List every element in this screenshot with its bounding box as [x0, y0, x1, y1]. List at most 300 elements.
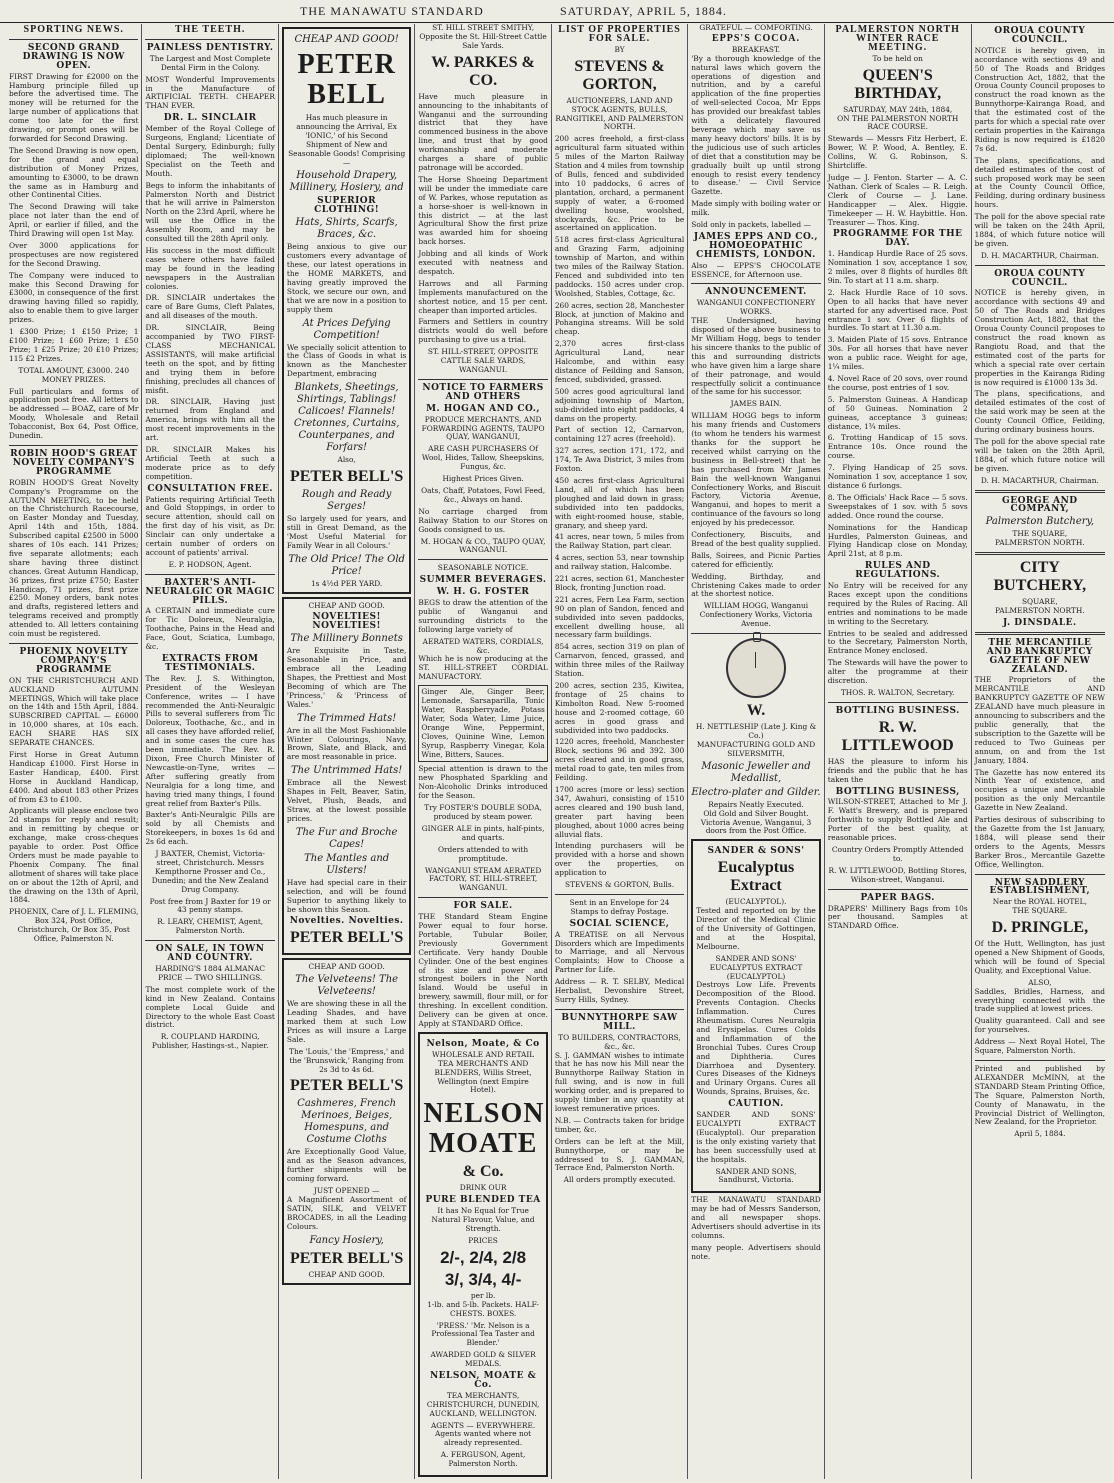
sander-ad — [691, 839, 820, 1193]
paragraph: Address — Next Royal Hotel, The Square, Palmerston North. — [974, 1037, 1105, 1056]
race-date: SATURDAY, MAY 24th, 1884, — [843, 104, 953, 114]
divider — [418, 897, 547, 898]
queens-birthday-title: QUEEN'S BIRTHDAY, — [854, 66, 942, 102]
listing: 450 acres first-class Agricultural Land, all of which has been ploughed and laid down in grass; subdivided into ten paddocks, with eight-roomed house, stable, granary, and sheep yard. — [554, 475, 685, 530]
caution-heading: CAUTION. — [728, 1099, 784, 1110]
subheading: THE SQUARE. — [1012, 906, 1068, 916]
paragraph: We specially solicit attention to the Class of Goods in what is known as the Manchester Department, embracing — [286, 342, 407, 379]
subheading: Electro-plater and Gilder. — [691, 786, 821, 798]
divider — [828, 702, 968, 703]
divider — [555, 894, 684, 895]
peter-bells-title: PETER BELL'S — [289, 468, 404, 486]
paragraph: ON THE PALMERSTON NORTH RACE COURSE. — [837, 113, 959, 132]
paragraph: Tested and reported on by the Director of the Medical Clinic of the University of Gottingen, and at the Hospital, Melbourne. — [696, 906, 816, 951]
divider — [418, 379, 547, 380]
nelson-moate-title: NELSON MOATE — [423, 1098, 545, 1160]
nelson-title-small: NELSON, MOATE & Co. — [429, 1371, 537, 1390]
masthead — [0, 0, 1114, 23]
paragraph: The most complete work of the kind in New Zealand. Contains complete Local Guide and Directory to the whole East Coast district. — [145, 984, 275, 1030]
paragraph: Highest Prices Given. — [442, 474, 524, 484]
prices-row: 3/, 3/4, 4/- — [444, 1269, 522, 1289]
paragraph: HAS the pleasure to inform his friends and the public that he has taken the — [827, 756, 968, 784]
paragraph: THE Undersigned, having disposed of the above business to Mr William Hogg, begs to tender his sincere thanks to the public of this and surrounding districts who have given him a large share of their patronage, and would respectfully solicit a continuance of the same for his successor. — [691, 316, 821, 397]
listing: 200 acres, section 235, Kiwitea, frontage of 25 chains to Kimbolton Road. New 5-roomed house and 2-roomed cottage, 60 acres in good grass and subdivided into two paddocks. — [554, 681, 685, 735]
subheading: THE SQUARE, — [1012, 529, 1068, 539]
company-suffix: & Co. — [462, 1163, 504, 1181]
goods-list: Hats, Shirts, Scarfs, Braces, &c. — [295, 217, 398, 241]
properties-heading: LIST OF PROPERTIES FOR SALE. — [558, 24, 681, 44]
paragraph: Have much pleasure in announcing to the inhabitants of Wanganui and the surrounding district that they have commenced business in the above line, and trust that by good workmanship and moderate charges a share of public patronage will be accorded. — [418, 91, 548, 172]
paragraph: BEGS to draw the attention of the public of Wanganui and surrounding districts to the following large variety of — [418, 598, 548, 634]
address: Victoria Avenue, Wanganui, 3 doors from the Post Office. — [700, 817, 812, 836]
peter-bell-ad — [282, 27, 411, 594]
smithy-header: ST. HILL STREET SMITHY, Opposite the St. Hill-Street Cattle Sale Yards. — [419, 24, 547, 50]
paragraph: Full particulars and forms of application post free. All letters to be addressed — BOAZ, care of Mr Moody, Wholesale and Retail Tobacconist, Box 64, Post Office, Dunedin. — [9, 386, 139, 441]
listing: Part of section 12, Carnarvon, containing 127 acres (freehold). — [554, 425, 685, 444]
signature: D. H. MACARTHUR, Chairman. — [980, 250, 1099, 260]
subheading: WANGANUI CONFECTIONERY WORKS. — [696, 298, 816, 317]
paragraph: Nominations for the Handicap Hurdles, Palmerston Guineas, and Flying Handicap close on Monday, April 21st, at 8 p.m. — [827, 522, 968, 559]
race-item: 4. Novel Race of 20 sovs, over round the course, post entries of 1 sov. — [827, 374, 968, 392]
george-heading: GEORGE AND COMPANY, — [1002, 495, 1078, 515]
sporting-news-heading: SPORTING NEWS. — [23, 24, 124, 35]
slogan: At Prices Defying Competition! — [302, 317, 391, 341]
paragraph: SANDER AND SONS' EUCALYPTI EXTRACT (Eucalyptol). Our preparation is the only existing variety that has been successfully used at the hospitals. — [696, 1110, 816, 1164]
paragraph: MOST Wonderful Improvements in the Manufacture of ARTIFICIAL TEETH. CHEAPER THAN EVER. — [145, 74, 275, 111]
divider — [145, 574, 274, 575]
paragraph: Oats, Chaff, Potatoes, Fowl Feed, &c., Always on hand. — [421, 485, 546, 504]
subheading: SQUARE, — [1021, 597, 1058, 607]
paragraph: J BAXTER, Chemist, Victoria-street, Christchurch. Messrs Kempthorne Prosser and Co., Dunedin; and the New Zealand Drug Company. — [151, 849, 269, 894]
per-lb-label: per lb. — [470, 1290, 496, 1300]
race-meeting-heading: PALMERSTON NORTH WINTER RACE MEETING. — [835, 24, 960, 53]
subheading: PALMERSTON NORTH. — [995, 606, 1085, 616]
hogan-title: M. HOGAN AND CO., — [426, 403, 541, 414]
paragraph: A Magnificent Assortment of SATIN, SILK, and VELVET BROCADES, in all the Leading Colours. — [286, 1195, 407, 1231]
subheading: ALSO, — [1028, 977, 1052, 987]
paragraph: It has No Equal for True Natural Flavour, Value, and Strength. — [431, 1206, 535, 1233]
paragraph: A TREATISE on all Nervous Disorders which are Impediments to Marriage, and all Nervous Complaints; How to Choose a Partner for Life. — [554, 929, 685, 975]
prices-label: PRICES — [468, 1235, 498, 1245]
subheading: The Millinery Bonnets — [290, 633, 403, 645]
cheap-good-tag: CHEAP AND GOOD. — [308, 962, 385, 972]
paragraph: Special attention is drawn to the new Phosphated Sparkling and Non-Alcoholic Drinks introduced for the Season. — [418, 764, 548, 801]
paper-bags-heading: PAPER BAGS. — [860, 892, 935, 903]
subheading: Repairs Neatly Executed. — [708, 799, 804, 809]
paragraph: DR. SINCLAIR, Having just returned from England and America, brings with him all the most recent improvements in the art. — [145, 397, 275, 443]
listing: 2,370 acres first-class Agricultural Land, near Halcombe, and within easy distance of Feilding and Sanson, fenced, subdivided, grassed. — [554, 339, 685, 384]
paragraph: Sold only in packets, labelled — — [691, 220, 811, 230]
paragraph: Are Exquisite in Taste, Seasonable in Price, and embrace all the Leading Shapes, the Prettiest and Most Becoming of which are The 'Princess,' & 'Princess of Wales.' — [286, 646, 407, 709]
paragraph: Baxter's Anti-Neuralgic Pills are sold by all Chemists and Storekeepers, in boxes 1s 6d and 2s 6d each. — [145, 810, 275, 847]
gazette-heading: THE MERCANTILE AND BANKRUPTCY GAZETTE OF NEW ZEALAND. — [986, 637, 1093, 675]
page-columns — [6, 24, 1108, 1479]
signature: R. W. LITTLEWOOD, Bottling Stores, Wilson-street, Wanganui. — [828, 865, 967, 884]
divider — [555, 1009, 684, 1010]
slogan: The Old Price! The Old Price! — [288, 553, 405, 577]
subheading: The Trimmed Hats! — [297, 712, 397, 724]
paragraph: Made simply with boiling water or milk. — [691, 199, 821, 218]
drinks-list: Ginger Ale, Ginger Beer, Lemonade, Sarsaparilla, Tonic Water, Raspberryade, Potass Water, Soda Water, Lime Juice, Orange Wine, Peppermint, Cloves, Quinine Wine, Lemon Syrup, Raspberry Vinegar, Kola Wine, Bitters, Sauces. — [418, 685, 547, 762]
column-6 — [688, 24, 824, 1479]
subheading: (EUCALYPTOL). — [725, 897, 787, 907]
rules-heading: RULES AND REGULATIONS. — [855, 561, 941, 581]
subheading: Masonic Jeweller and Medallist, — [701, 760, 811, 784]
goods-list: Blankets, Sheetings, Shirtings, Tablings! Calicoes! Flannels! Cretonnes, Curtains, Counterpanes, and Forfars! — [293, 382, 400, 454]
pocket-watch-icon — [726, 638, 786, 698]
subheading: Palmerston Butchery, — [985, 516, 1095, 528]
signature: SANDER AND SONS, Sandhurst, Victoria. — [715, 1166, 797, 1185]
paragraph: DR. SINCLAIR, Being accompanied by TWO FIRST-CLASS MECHANICAL ASSISTANTS, will make artificial teeth on the spot, and by fitting and trying them in before finishing, precludes all chances of misfit. — [145, 323, 275, 395]
race-item: 2. Hack Hurdle Race of 10 sovs. Open to all hacks that have never started for any advertised race. Post entrance 1 sov. Over 6 flights of hurdles. To start at 11.30 a.m. — [827, 287, 968, 333]
signature: WANGANUI STEAM AERATED FACTORY, ST. HILL-STREET, WANGANUI. — [424, 865, 542, 893]
prize-list: 1 £300 Prize; 1 £150 Prize; 1 £100 Prize; 1 £60 Prize; 1 £50 Prize; 1 £25 Prize; 20 £10 Prizes; 115 £2 Prizes. — [9, 327, 139, 363]
epps-cocoa-heading: EPPS'S COCOA. — [711, 32, 800, 44]
column-7 — [825, 24, 972, 1479]
subheading: AWARDED GOLD & SILVER MEDALS. — [430, 1350, 536, 1369]
paragraph: Agents wanted where not already represented. — [435, 1429, 532, 1448]
paragraph: Member of the Royal College of Surgeons, England; Licentiate of Dental Surgery, Edinburgh; fully diplomaed; The well-known Specialist on the Teeth and Mouth. — [145, 124, 275, 178]
listing: 1700 acres (more or less) section 347, Awahuri, consisting of 1510 acres cleared and 190 bush land, greater part having been ploughed, about 1000 acres being alluvial flats. — [554, 784, 685, 839]
divider — [975, 552, 1105, 555]
paragraph: Wedding, Birthday, and Christening Cakes made to order at the shortest notice. — [691, 571, 821, 599]
paragraph: WILSON-STREET, Attached to Mr J. F. Watt's Brewery, and is prepared forthwith to supply Bottled Ale and Porter of the best quality, at reasonable prices. — [827, 797, 968, 843]
bottling-heading: BOTTLING BUSINESS. — [835, 705, 960, 716]
paragraph: No carriage charged from Railway Station to our Stores on Goods consigned to us. — [418, 506, 548, 534]
paragraph: THE Proprietors of the MERCANTILE AND BANKRUPTCY GAZETTE OF NEW ZEALAND have much pleasure in announcing to subscribers and the public generally, that the subscription to the Gazette will be reduced to Two Guineas per annum, on and from the 1st January, 1884. — [974, 675, 1105, 765]
signature: R. LEARY, CHEMIST, Agent, Palmerston North. — [157, 917, 264, 936]
announcement-heading: ANNOUNCEMENT. — [705, 287, 807, 298]
goods-list: Household Drapery, Millinery, Hosiery, and — [289, 170, 404, 194]
for-sale-heading: FOR SALE. — [453, 901, 513, 912]
paragraph: Stewards — Messrs Fitz Herbert, E. Bower, W. P. Wood, A. Bentley, E. Collins, W. G. Robinson, S. Shirtcliffe. — [827, 134, 968, 171]
notice-heading: NOTICE TO FARMERS AND OTHERS — [422, 382, 544, 402]
paragraph: WHOLESALE AND RETAIL TEA MERCHANTS AND BLENDERS, Willis Street, Wellington (next Empire Hotel). — [431, 1049, 535, 1095]
social-science-heading: SOCIAL SCIENCE, — [569, 918, 670, 929]
subheading: SANDER AND SONS' EUCALYPTUS EXTRACT (EUCALYPTOL) — [709, 953, 803, 981]
race-item: 3. Maiden Plate of 15 sovs. Entrance 30s. For all horses that have never won a public race. Weight for age, 1¼ miles. — [827, 335, 968, 372]
doctor-name: DR. L. SINCLAIR — [163, 113, 257, 124]
paragraph: No Entry will be received for any Races except upon the conditions required by the Rules of Racing. All entries and nominations to be made in writing to the Secretary. — [827, 581, 968, 626]
column-3 — [279, 24, 415, 1479]
peter-bells-title: PETER BELL'S — [289, 1077, 404, 1095]
paragraph: We are showing these in all the Leading Shades, and have marked them at such Low Prices as will insure a Large Sale. — [286, 999, 407, 1044]
paragraph: S. J. GAMMAN wishes to intimate that he has now his Mill near the Bunnythorpe Railway Station in full swing, and is now in full working order, and is prepared to supply timber in any quantity at lowest remunerative prices. — [554, 1050, 685, 1113]
signature: D. H. MACARTHUR, Chairman. — [980, 475, 1099, 485]
testimonials-heading: EXTRACTS FROM TESTIMONIALS. — [161, 654, 259, 673]
listing: 854 acres, section 319 on plan of Carnarvon, fenced, grassed, and within three miles of the Railway Station. — [554, 642, 685, 679]
divider — [975, 1060, 1105, 1061]
race-item: 7. Flying Handicap of 25 sovs. Nomination 1 sov, acceptance 1 sov, distance 6 furlongs. — [827, 463, 968, 490]
by-label: BY — [614, 44, 625, 54]
subheading: AERATED WATERS, CORDIALS, &c. — [422, 636, 544, 655]
paragraph: WILLIAM HOGG begs to inform his many friends and Customers (to whom he tenders his warmest thanks for the support he received whilst carrying on the business in Bell-street) that he has purchased from Mr James Bain the well-known Wanganui Confectionery Works, and Biscuit Factory, Victoria Avenue, Wanganui, and hopes to merit a continuance of the favours so long enjoyed by his predecessor. — [691, 411, 821, 528]
paragraph: THE Standard Steam Engine Power equal to four horse. Portable, Tubular Boiler, Previously Government Certificate. Very handy Double Cylinder. One of the best engines of its size and power and strongest boilers in the North Island. Would be useful in brewery, sawmill, flour mill, or for threshing. In excellent condition. Delivery can be given at once. Apply at STANDARD Office. — [418, 912, 548, 1028]
divider — [975, 632, 1105, 635]
divider — [145, 940, 274, 941]
paragraph: ARE CASH PURCHASERS Of Wool, Hides, Tallow, Sheepskins, Fungus, &c. — [421, 444, 545, 472]
dentistry-heading: PAINLESS DENTISTRY. — [146, 42, 274, 53]
cheap-good-tag: CHEAP AND GOOD! — [294, 34, 399, 45]
listing: 260 acres, section 28, Manchester Block, at junction of Makino and Pohangina streams. Will be sold cheap. — [554, 300, 685, 337]
listing: 221 acres, Fern Lea Farm, section 90 on plan of Sandon, fenced and subdivided into seven paddocks, excellent dwelling house, all necessary farm buildings. — [554, 594, 685, 640]
paragraph: The poll for the above special rate will be taken on the 24th April, 1884, of which future notice will be given. — [974, 212, 1105, 248]
issue-date: SATURDAY, APRIL 5, 1884. — [560, 4, 727, 18]
almanac-title: HARDING'S 1884 ALMANAC PRICE — TWO SHILLINGS. — [155, 964, 266, 982]
paragraph: Of the Hutt, Wellington, has just opened a New Shipment of Goods, which will be found of Special Quality, and Exceptional Value. — [974, 939, 1105, 975]
divider — [691, 283, 820, 284]
subheading: GRATEFUL — COMFORTING. — [699, 24, 813, 32]
paragraph: First Horse in Great Autumn Handicap £1000. First Horse in Easter Handicap, £400. First Horse in Auckland Handicap, £400. And about 183 other Prizes of from £3 to £100. — [9, 749, 139, 804]
signature: E. P. HODSON, Agent. — [168, 559, 252, 569]
subheading: Fancy Hosiery, — [309, 1234, 384, 1246]
subheading: JUST OPENED — — [313, 1186, 380, 1196]
sander-heading: SANDER & SONS' — [707, 846, 805, 857]
paragraph: The Rev. J. S. Withington, President of the Wesleyan Conference, writes — I have recommended the Anti-Neuralgic Pills to several sufferers from Tic Doloreux, Toothache, &c., and in all cases they have afforded relief, and in some cases the cure has been immediate. The Rev. R. Dixon, Free Church Minister of Newcastle-on-Tyne, writes — After suffering greatly from Neuralgia for a long time, and having tried many things, I found great relief from Baxter's Pills. — [145, 673, 275, 808]
divider — [975, 265, 1105, 266]
council-heading: OROUA COUNTY COUNCIL. — [994, 26, 1086, 45]
paragraph: ON THE CHRISTCHURCH AND AUCKLAND AUTUMN MEETINGS, Which will take place on the 14th and 15th April, 1884. SUBSCRIBED CAPITAL — £6000 in 10,000 shares, at 10s each. EACH SHARE HAS SIX SEPARATE CHANCES. — [9, 675, 139, 748]
listing: 500 acres good agricultural land adjoining township of Marton, sub-divided into eight paddocks, 4 dams on the property. — [554, 386, 685, 423]
paragraph: Intending purchasers will be provided with a horse and shown over the properties, on application to — [554, 841, 685, 878]
paragraph: Farmers and Settlers in country districts would do well before purchasing to give us a trial. — [418, 317, 548, 345]
paragraph: Harrows and all Farming Implements manufactured on the shortest notice, and 15 per cent. cheaper than imported articles. — [418, 278, 548, 315]
paragraph: Try FOSTER'S DOUBLE SODA, produced by steam power. — [424, 803, 542, 821]
peter-bell-novelties-ad — [282, 597, 411, 956]
robin-hood-heading: ROBIN HOOD'S GREAT NOVELTY COMPANY'S PROGRAMME — [10, 448, 138, 477]
peter-bells-title: PETER BELL'S — [289, 1249, 404, 1267]
paragraph: Post free from J Baxter for 19 or 43 penny stamps. — [149, 896, 271, 915]
paragraph: Balls, Soirees, and Picnic Parties catered for efficiently. — [691, 550, 821, 569]
paragraph: Orders can be left at the Mill, Bunnythorpe, or may be addressed to S. J. GAMMAN, Terrace End, Palmerston North. — [554, 1136, 685, 1173]
newspaper-title: THE MANAWATU STANDARD — [300, 4, 484, 18]
paragraph: Judge — J. Fenton. Starter — A. C. Nathan. Clerk of Scales — R. Leigh. Clerk of Course — J. Lane. Handicapper — Alex. Higgie. Timekeeper — H. W. Haybittle. Hon. Treasurer — Thos. King. — [827, 172, 968, 227]
paragraph: DR. SINCLAIR undertakes the care of Bare Gums, Cleft Palates, and all diseases of the mouth. — [145, 293, 275, 321]
subheading: PALMERSTON NORTH. — [995, 538, 1085, 548]
parkes-title: W. PARKES & CO. — [431, 53, 535, 89]
listing: 41 acres, near town, 5 miles from the Railway Station, part clear. — [554, 532, 685, 551]
signature: A. FERGUSON, Agent, Palmerston North. — [440, 1450, 526, 1469]
paragraph: Has much pleasure in announcing the Arrival, Ex 'IONIC,' of his Second Shipment of New and Seasonable Goods! Comprising — — [288, 113, 406, 167]
pure-tea-heading: PURE BLENDED TEA — [425, 1195, 541, 1206]
column-1 — [6, 24, 142, 1479]
paragraph: Which he is now producing at the ST. HILL-STREET CORDIAL MANUFACTORY. — [418, 654, 548, 682]
paragraph: ROBIN HOOD'S Great Novelty Company's Programme on the AUTUMN MEETING, to be held on the Christchurch Racecourse, on Easter Monday and Tuesday, April 14th and 15th, 1884. Subscribed capital £2500 in 5000 shares of 10s each. 141 Prizes; five separate allotments; each share having three distinct chances. Great Autumn Handicap, 36 prizes, first prize £750; Easter Handicap, 71 prizes, first prize £250. Money orders, bank notes and drafts, registered letters and telegrams received and promptly attended to. All letters containing coin must be registered. — [9, 477, 139, 639]
teeth-heading: THE TEETH. — [174, 24, 246, 35]
paragraph: Sent in an Envelope for 24 Stamps to defray Postage. — [569, 897, 670, 916]
signature: R. COUPLAND HARDING, Publisher, Hastings-st., Napier. — [151, 1032, 269, 1051]
paragraph: TEA MERCHANTS, CHRISTCHURCH, DUNEDIN, AUCKLAND, WELLINGTON. — [426, 1390, 540, 1418]
divider — [9, 643, 138, 644]
divider — [975, 490, 1105, 493]
race-item: 1. Handicap Hurdle Race of 25 sovs. Nomination 1 sov, acceptance 1 sov, 2 miles, over 8 flights of hurdles 8ft 9in. To start at 11 a.m. sharp. — [827, 249, 968, 285]
paragraph: The Horse Shoeing Department will be under the immediate care of W. Parkes, whose reputation as a horse-shoer is well-known in this district — at the last Agricultural Show the first prize was awarded him for shoeing back horses. — [418, 174, 548, 247]
signature: STEVENS & GORTON, Bulls. — [565, 880, 675, 890]
novelties-heading: NOVELTIES! NOVELTIES! — [312, 612, 381, 632]
race-item: 6. Trotting Handicap of 15 sovs. Entrance 10s. Once round the course. — [827, 433, 968, 461]
subheading: Cashmeres, French Merinoes, Beiges, Homespuns, and Costume Cloths — [297, 1098, 397, 1146]
sawmill-heading: BUNNYTHORPE SAW MILL. — [561, 1012, 678, 1032]
paragraph: Embrace all the Newest Shapes in Felt, Beaver, Satin, Velvet, Plush, Beads, and Straw, at the lowest possible prices. — [286, 778, 407, 823]
paragraph: All orders promptly executed. — [563, 1175, 676, 1185]
serges-heading: Rough and Ready Serges! — [301, 489, 392, 513]
subheading: TO BUILDERS, CONTRACTORS, &c., &c. — [558, 1032, 681, 1051]
paragraph: 'PRESS.' 'Mr. Nelson is a Professional Tea Taster and Blender.' — [431, 1320, 535, 1348]
listing: 327 acres, section 171, 172, and 174, Te Awa District, 3 miles from Foxton. — [554, 446, 685, 474]
paragraph: NOTICE is hereby given, in accordance with sections 49 and 50 of The Roads and Bridges Construction Act, 1882, that the Oroua County Council proposes to construct the road known as Rangiotu Road, and that the estimated cost of the parts for which a special rate over certain properties in the Kairanga Riding is now required is £1000 13s 3d. — [974, 288, 1105, 387]
paragraph: The Second Drawing will take place not later than the end of April, or earlier if filled, and the Third Drawing will open 1st May. — [9, 202, 139, 239]
listing: 1220 acres, freehold, Manchester Block, sections 96 and 392. 300 acres cleared and in good grass, metal road to gate, ten miles from Feilding. — [554, 737, 685, 783]
paragraph: 'By a thorough knowledge of the natural laws which govern the operations of digestion and nutrition, and by a careful application of the fine properties of well-selected Cocoa, Mr Epps has provided our breakfast tables with a delicately flavoured beverage which may save us many heavy doctors' bills. It is by the judicious use of such articles of diet that a constitution may be gradually built up until strong enough to resist every tendency to disease.' — Civil Service Gazette. — [691, 53, 821, 197]
subheading: MANUFACTURING GOLD AND SILVERSMITH, — [696, 739, 816, 758]
signature: THOS. R. WALTON, Secretary. — [840, 688, 955, 697]
eucalyptus-title: Eucalyptus Extract — [717, 859, 795, 895]
imprint-date: April 5, 1884. — [1014, 1129, 1066, 1139]
paragraph: Over 3000 applications for prospectuses are now registered for the Second Drawing. — [9, 240, 139, 268]
stevens-gorton-title: STEVENS & GORTON, — [574, 57, 665, 93]
price: 1s 4½d PER YARD. — [310, 578, 383, 588]
paragraph: THE MANAWATU STANDARD may be had of Messrs Sanderson, and all newspaper shops. Advertisers should advertise in its columns. — [691, 1195, 821, 1240]
paragraph: Being anxious to give our customers every advantage of these, our latest operations in the HOME MARKETS, and having greatly improved the Stock, we secure our own, and that we are now in a position to supply them — [286, 242, 407, 314]
subheading: H. NETTLESHIP (Late J. King & Co.) — [695, 722, 817, 740]
novelties-heading: Novelties. Novelties. — [289, 916, 404, 927]
paragraph: Also — EPPS'S CHOCOLATE ESSENCE, for Afternoon use. — [691, 260, 821, 279]
clothing-heading: SUPERIOR CLOTHING! — [314, 196, 380, 216]
paragraph: FIRST Drawing for £2000 on the Hamburg principle filled up before the advertised time. The money will be returned for the large number of applications that come too late for the first drawing, or prompt ones will be forwarded for Second Drawing. — [9, 71, 139, 143]
paragraph: The plans, specifications, and detailed estimates of the cost of such proposed work may be seen at the County Council Office, Feilding, during ordinary business hours. — [974, 155, 1105, 210]
listing: 221 acres, section 61, Manchester Block, fronting Junction road. — [554, 574, 685, 592]
nettleship-initial: W. — [746, 702, 766, 720]
subheading: BREAKFAST. — [731, 44, 781, 54]
subheading: The Velveteens! The Velveteens! — [295, 974, 399, 998]
paragraph: The 'Louis,' the 'Empress,' and the 'Brunswick,' Ranging from 2s 3d to 4s 6d. — [289, 1046, 405, 1074]
divider — [418, 559, 547, 560]
paragraph: Parties desirous of subscribing to the Gazette from the 1st January, 1884, will please send their orders to the Agents, Messrs Barker Bros., Mercantile Gazette Office, Wellington. — [974, 815, 1105, 869]
paragraph: Quality guaranteed. Call and see for yourselves. — [974, 1016, 1105, 1035]
summer-heading: SUMMER BEVERAGES. — [419, 575, 547, 586]
paragraph: Orders attended to with promptitude. — [437, 844, 529, 863]
subheading: The Mantles and Ulsters! — [304, 852, 390, 876]
divider — [9, 445, 138, 446]
almanac-heading: ON SALE, IN TOWN AND COUNTRY. — [155, 944, 265, 964]
paragraph: 1-lb. and 5-lb. Packets. HALF-CHESTS. BOXES. — [427, 1299, 539, 1318]
race-item: 8. The Officials' Hack Race — 5 sovs. Sweepstakes of 1 sov. with 5 sovs added. Once round the course. — [827, 492, 968, 520]
cheap-good-tag: CHEAP AND GOOD. — [308, 1269, 385, 1279]
paragraph: The plans, specifications, and detailed estimates of the cost of the said work may be seen at the County Council Office, Feilding, during ordinary business hours. — [974, 389, 1105, 435]
also-label: Also, — [337, 455, 356, 465]
divider — [975, 874, 1105, 875]
paragraph: Country Orders Promptly Attended to. — [831, 844, 964, 863]
listing: 518 acres first-class Agricultural and Grazing Farm, adjoining township of Marton, and within two miles of the Railway Station. Fenced and subdivided into ten paddocks. 150 acres under crop. Woolshed, Stables, Cottage, &c. — [554, 235, 685, 298]
paragraph: many people. Advertisers should note. — [691, 1242, 821, 1261]
cures-list: Destroys Low Life. Prevents Decomposition of the Blood. Prevents Contagion. Checks Inflammation. Cures Rheumatism. Cures Neuralgia and Erysipelas. Cures Colds and Inflammation of the Bronchial Tubes. Cures Croup and Diphtheria. Cures Diarrhoea and Dysentery. Cures Diseases of the Kidneys and Urinary Organs. Cures all Wounds, Sprains, Bruises, &c. — [696, 980, 816, 1097]
paragraph: GINGER ALE in pints, half-pints, and quarts. — [421, 823, 545, 842]
paragraph: The Gazette has now entered its Ninth Year of existence, and occupies a unique and valuable position as the only Mercantile Gazette in New Zealand. — [974, 767, 1105, 813]
race-item: 5. Palmerston Guineas. A Handicap of 50 Guineas. Nomination 2 guineas, acceptance 3 guineas; distance, 1¾ miles. — [827, 394, 968, 431]
paragraph: NOTICE is hereby given, in accordance with sections 49 and 50 of The Roads and Bridges Construction Act, 1882, that the Oroua County Council proposes to construct the road known as the Bunnythorpe-Kairanga Road, and that the estimated cost of the parts for which a special rate over certain properties in the Kairanga Riding is now required is £1820 7s 6d. — [974, 45, 1105, 153]
epps-maker: JAMES EPPS AND CO., HOMOEOPATHIC CHEMISTS, LONDON. — [693, 231, 819, 260]
city-butchery-title: CITY BUTCHERY, — [993, 559, 1087, 595]
subheading: BOTTLING BUSINESS, — [835, 786, 960, 797]
paragraph: DR. SINCLAIR Makes his Artificial Teeth at such a moderate price as to defy competition. — [145, 444, 275, 481]
subheading: To be held on — [872, 53, 923, 63]
consultation-heading: CONSULTATION FREE. — [147, 483, 274, 494]
saddlery-heading: NEW SADDLERY ESTABLISHMENT, — [989, 877, 1091, 897]
column-8 — [972, 24, 1108, 1479]
subheading: SEASONABLE NOTICE. — [437, 563, 529, 573]
paragraph: The Largest and Most Complete Dental Firm in the Colony. — [149, 53, 271, 72]
paragraph: The Stewards will have the power to alter the programme at their discretion. — [827, 658, 968, 686]
paragraph: The Second Drawing is now open, for the grand and equal distribution of Money Prizes, amounting to £3000, to be drawn the same as in Hamburg and other Continental Cities. — [9, 145, 139, 200]
signature: PHOENIX, Care of J. L. FLEMING, Box 324, Post Office, Christchurch, Or Box 35, Post Office, Palmerston N. — [9, 907, 139, 944]
subheading: Old Gold and Silver Bought. — [703, 808, 809, 818]
nelson-heading: Nelson, Moate, & Co — [426, 1038, 540, 1049]
paragraph: Patients requiring Artificial Teeth and Gold Stoppings, in order to secure attention, should call on the first day of his visit, as Dr. Sinclair can only undertake a certain number of orders on account of patients' arrival. — [145, 494, 275, 557]
nelson-moate-ad — [418, 1032, 547, 1477]
subheading: The Untrimmed Hats! — [290, 765, 403, 777]
paragraph: Entries to be sealed and addressed to the Secretary, Palmerston North, Entrance Money enclosed. — [827, 628, 968, 656]
paragraph: Confectionery, Biscuits, and Bread of the best quality supplied. — [691, 530, 821, 548]
subheading: AGENTS — EVERYWHERE. — [430, 1420, 536, 1430]
paragraph: Begs to inform the inhabitants of Palmerston North and District that he will arrive in Palmerston North on the 23rd April, where he will use the Office in the Assembly Room, and may be consulted till the 28th April only. — [145, 180, 275, 244]
subheading: The Fur and Broche Capes! — [295, 826, 398, 850]
paragraph: So largely used for years, and still in Great Demand, as the 'Most Useful Material for Family Wear in all Colours.' — [286, 514, 407, 550]
paragraph: Address — R. T. SELBY, Medical Herbalist, Devonshire Street, Surry Hills, Sydney. — [554, 977, 685, 1004]
paragraph: PRODUCE MERCHANTS, AND FORWARDING AGENTS, TAUPO QUAY, WANGANUI, — [421, 414, 545, 442]
signature: JAMES BAIN. — [730, 399, 782, 409]
drink-label: DRINK OUR — [459, 1183, 507, 1193]
paragraph: Applicants will please enclose two 2d stamps for reply and result; and in remitting by cheque or exchange, make cross-cheques payable to order. Post Office Orders must be made payable to Phoenix Company. The final allotment of shares will take place on or about the 12th of April, and the drawing on the 13th of April, 1884. — [9, 806, 139, 905]
peter-bell-velveteens-ad — [282, 958, 411, 1284]
paragraph: A CERTAIN and immediate cure for Tic Doloreux, Neuralgia, Toothache, Pains in the Head and Face, Gout, Sciatica, Lumbago, &c. — [145, 606, 275, 652]
signature: J. DINSDALE. — [1002, 617, 1077, 628]
listing: 200 acres freehold, a first-class agricultural farm situated within 5 miles of the Marton Railway Station and 4 miles from township of Bulls, fenced and subdivided into 10 paddocks, 6 acres of plantation, orchard, a permanent supply of water, a 6-roomed dwelling house, woolshed, stockyards, &c. Price to be ascertained on application. — [554, 134, 685, 233]
signature: WILLIAM HOGG, Wanganui Confectionery Works, Victoria Avenue. — [699, 601, 813, 629]
listing: 4 acres, section 53, near township and railway station, Halcombe. — [554, 553, 685, 572]
peter-bells-title: PETER BELL'S — [289, 929, 404, 947]
divider — [9, 39, 138, 40]
cheap-good-tag: CHEAP AND GOOD. — [308, 600, 385, 610]
signature: M. HOGAN & CO., TAUPO QUAY, WANGANUI. — [420, 536, 546, 555]
paragraph: N.B. — Contracts taken for bridge timber, &c. — [554, 1115, 685, 1134]
divider — [828, 889, 968, 890]
divider — [145, 39, 274, 40]
column-2 — [142, 24, 278, 1479]
paragraph: Have had special care in their selection, and will be found Superior to anything likely to be shown this Season. — [286, 877, 407, 914]
paragraph: Jobbing and all kinds of Work executed with neatness and despatch. — [418, 249, 548, 276]
pringle-title: D. PRINGLE, — [991, 919, 1089, 937]
paragraph: Saddles, Bridles, Harness, and everything connected with the trade supplied at lowest prices. — [974, 986, 1105, 1014]
drawing-heading: SECOND GRAND DRAWING IS NOW OPEN. — [22, 42, 125, 71]
subheading: Near the ROYAL HOTEL, — [992, 897, 1087, 907]
baxter-heading: BAXTER'S ANTI-NEURALGIC OR MAGIC PILLS. — [145, 577, 275, 606]
phoenix-heading: PHOENIX NOVELTY COMPANY'S PROGRAMME — [19, 647, 128, 675]
paragraph: His success in the most difficult cases where others have failed may be found in the leading newspapers in the Australian colonies. — [145, 245, 275, 291]
paragraph: AUCTIONEERS, LAND AND STOCK AGENTS, BULLS, RANGITIKEI, AND PALMERSTON NORTH. — [555, 95, 684, 132]
paragraph: The poll for the above special rate will be taken on the 28th April, 1884, of which future notice will be given. — [974, 436, 1105, 473]
littlewood-title: R. W. LITTLEWOOD — [841, 718, 954, 754]
foster-title: W. H. G. FOSTER — [436, 587, 530, 598]
imprint: Printed and published by ALEXANDER McMINN, at the STANDARD Steam Printing Office, The Square, Palmerston North, County of Manawatu, in the Provincial District of Wellington, New Zealand, for the Proprietor. — [974, 1064, 1105, 1127]
paragraph: Are Exceptionally Good Value, and as the Season advances, further shipments will be coming forward. — [286, 1147, 407, 1184]
address: ST. HILL-STREET, OPPOSITE CATTLE SALE YARDS, WANGANUI. — [427, 347, 539, 374]
programme-heading: PROGRAMME FOR THE DAY. — [832, 229, 963, 249]
paragraph: Are in all the Most Fashionable Winter Colourings, Navy, Brown, Slate, and Black, and are most reasonable in price. — [286, 725, 407, 762]
prize-total: TOTAL AMOUNT, £3000. 240 MONEY PRIZES. — [18, 365, 130, 384]
column-5 — [552, 24, 688, 1479]
paragraph: DRAPERS' Millinery Bags from 10s per thousand. Samples at STANDARD Office. — [827, 903, 968, 931]
council-heading: OROUA COUNTY COUNCIL. — [994, 268, 1086, 288]
